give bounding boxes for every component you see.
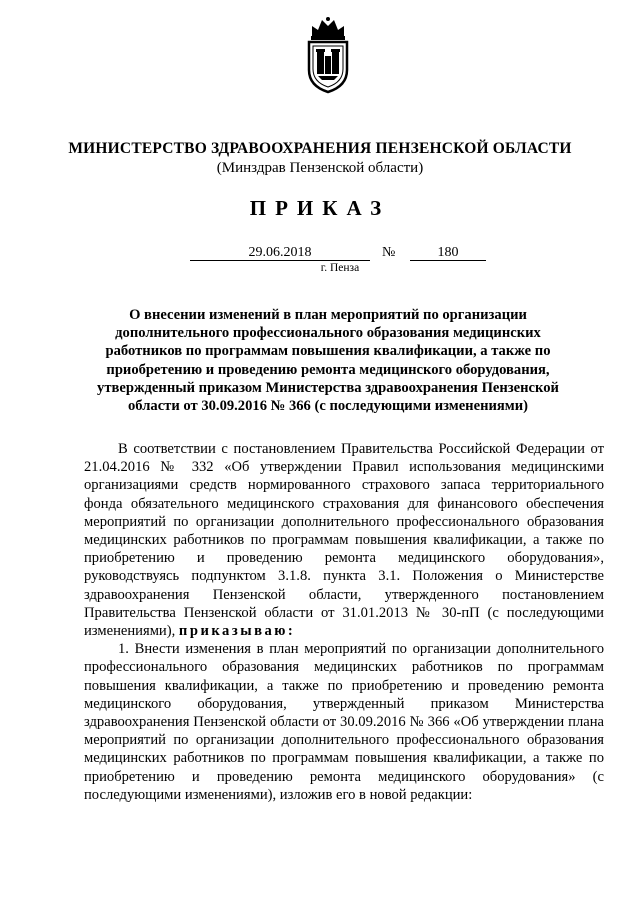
- order-keyword: приказываю:: [178, 623, 296, 640]
- order-body: [84, 440, 604, 804]
- preamble-text: В соответствии с постановлением Правительства Российской Федерации от 21.04.2016 № 332 «Об утверждении Правил использования медицинскими организациями средств нормированного страхового запаса территориального фонда обязательного медицинского страхования для финансового обеспечения мероприятий по организации дополнительного профессионального образования медицинских работников по программам повышения квалификации, а также по приобретению и проведению ремонта медицинского оборудования», руководствуясь подпунктом 3.1.8. пункта 3.1. Положения о Министерстве здравоохранения Пензенской области, утвержденного постановлением Правительства Пензенской области от 31.01.2013 № 30-пП (с последующими изменениями),: [84, 441, 604, 640]
- coat-of-arms-emblem: [298, 16, 358, 96]
- order-number-sign: №: [382, 245, 396, 260]
- ministry-name: МИНИСТЕРСТВО ЗДРАВООХРАНЕНИЯ ПЕНЗЕНСКОЙ ОБЛАСТИ: [68, 140, 572, 157]
- order-number: 180: [410, 245, 486, 261]
- preamble-paragraph: [84, 440, 604, 640]
- ministry-short-name: (Минздрав Пензенской области): [216, 160, 424, 176]
- clause-1-paragraph: 1. Внести изменения в план мероприятий по организации дополнительного профессионального образования медицинских работников по программам повышения квалификации, а также по приобретению и проведению ремонта медицинского оборудования, утвержденный приказом Министерства здравоохранения Пензенской области от 30.09.2016 № 366 «Об утверждении плана мероприятий по организации дополнительного профессионального образования медицинских работников по программам повышения квалификации, а также по приобретению и проведению ремонта медицинского оборудования» (с последующими изменениями), изложив его в новой редакции:: [84, 641, 604, 803]
- order-date: 29.06.2018: [190, 245, 370, 261]
- document-type-title: ПРИКАЗ: [249, 196, 391, 220]
- order-subject-heading: О внесении изменений в план мероприятий по организации дополнительного профессионального образования медицинских работников по программам повышения квалификации, а также по приобретению и проведению ремонта медицинского оборудования, утвержденный приказом Министерства здравоохранения Пензенской области от 30.09.2016 № 366 (с последующими изменениями): [97, 307, 559, 415]
- order-city: г. Пенза: [320, 262, 360, 274]
